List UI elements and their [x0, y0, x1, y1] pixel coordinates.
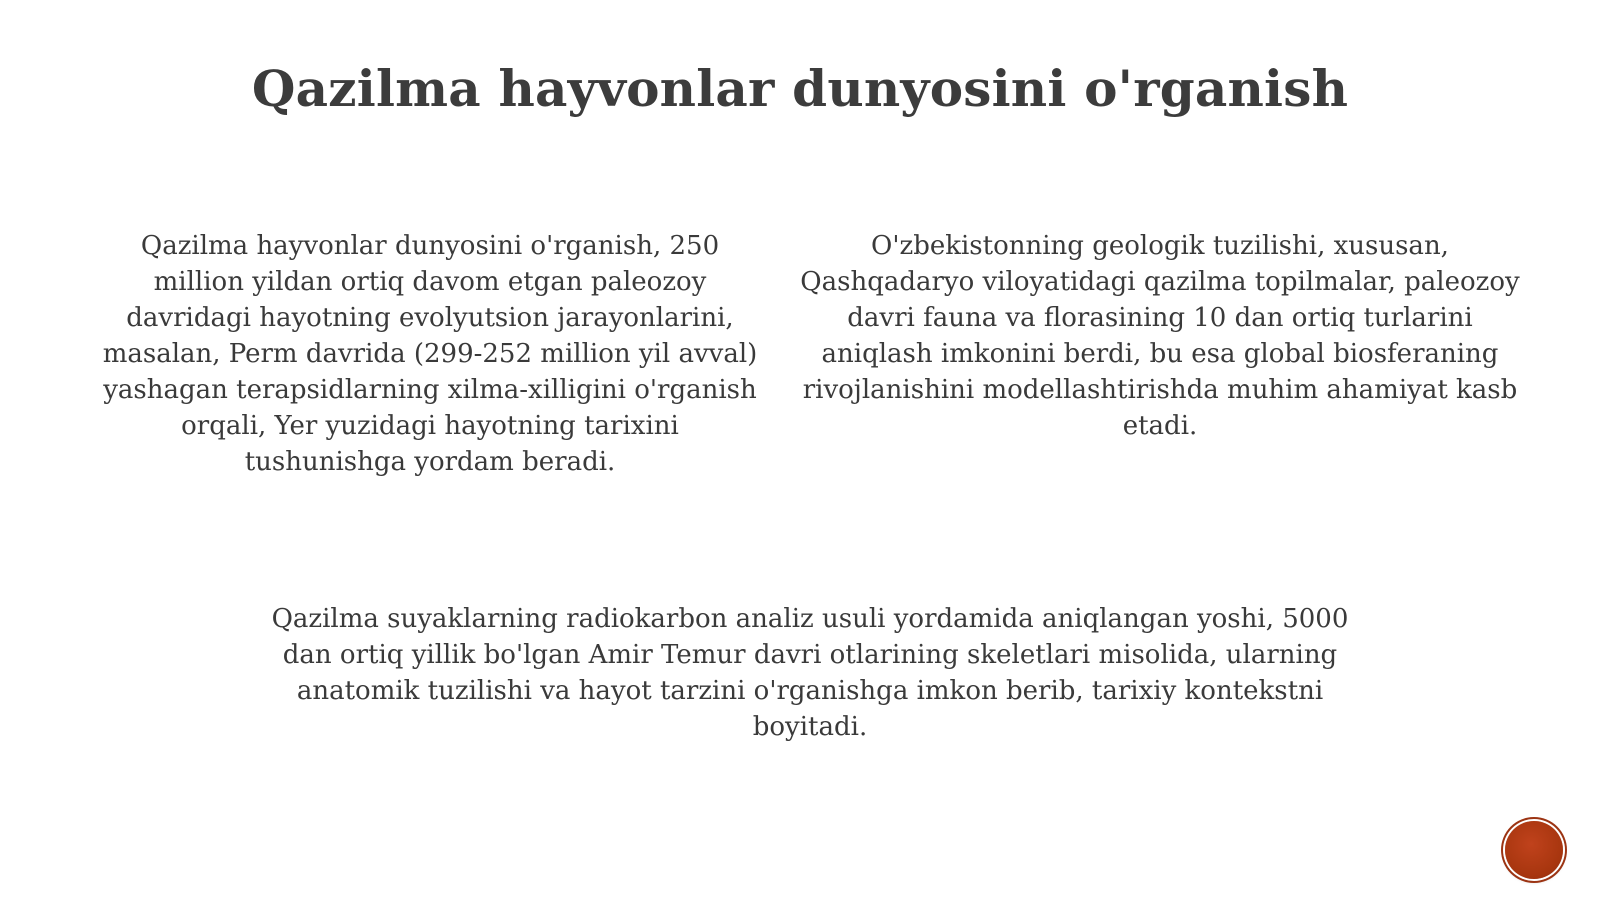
right-paragraph: O'zbekistonning geologik tuzilishi, xususan, Qashqadaryo viloyatidagi qazilma topilmalar, paleozoy davri fauna va florasining 10 dan ortiq turlarini aniqlash imkonini berdi, bu esa global biosferaning rivojlanishini modellashtirishda muhim ahamiyat kasb etadi.	[800, 231, 1520, 441]
left-paragraph: Qazilma hayvonlar dunyosini o'rganish, 250 million yildan ortiq davom etgan paleozoy davridagi hayotning evolyutsion jarayonlarini, masalan, Perm davrida (299-252 million yil avval) yashagan terapsidlarning xilma-xilligini o'rganish orqali, Yer yuzidagi hayotning tarixini tushunishga yordam beradi.	[102, 231, 758, 477]
slide-nav-circle-icon[interactable]	[1505, 821, 1563, 879]
bottom-paragraph: Qazilma suyaklarning radiokarbon analiz usuli yordamida aniqlangan yoshi, 5000 dan ortiq yillik bo'lgan Amir Temur davri otlarining skeletlari misolida, ularning anatomik tuzilishi va hayot tarzini o'rganishga imkon berib, tarixiy kontekstni boyitadi.	[271, 604, 1349, 742]
slide-title: Qazilma hayvonlar dunyosini o'rganish	[251, 59, 1349, 118]
